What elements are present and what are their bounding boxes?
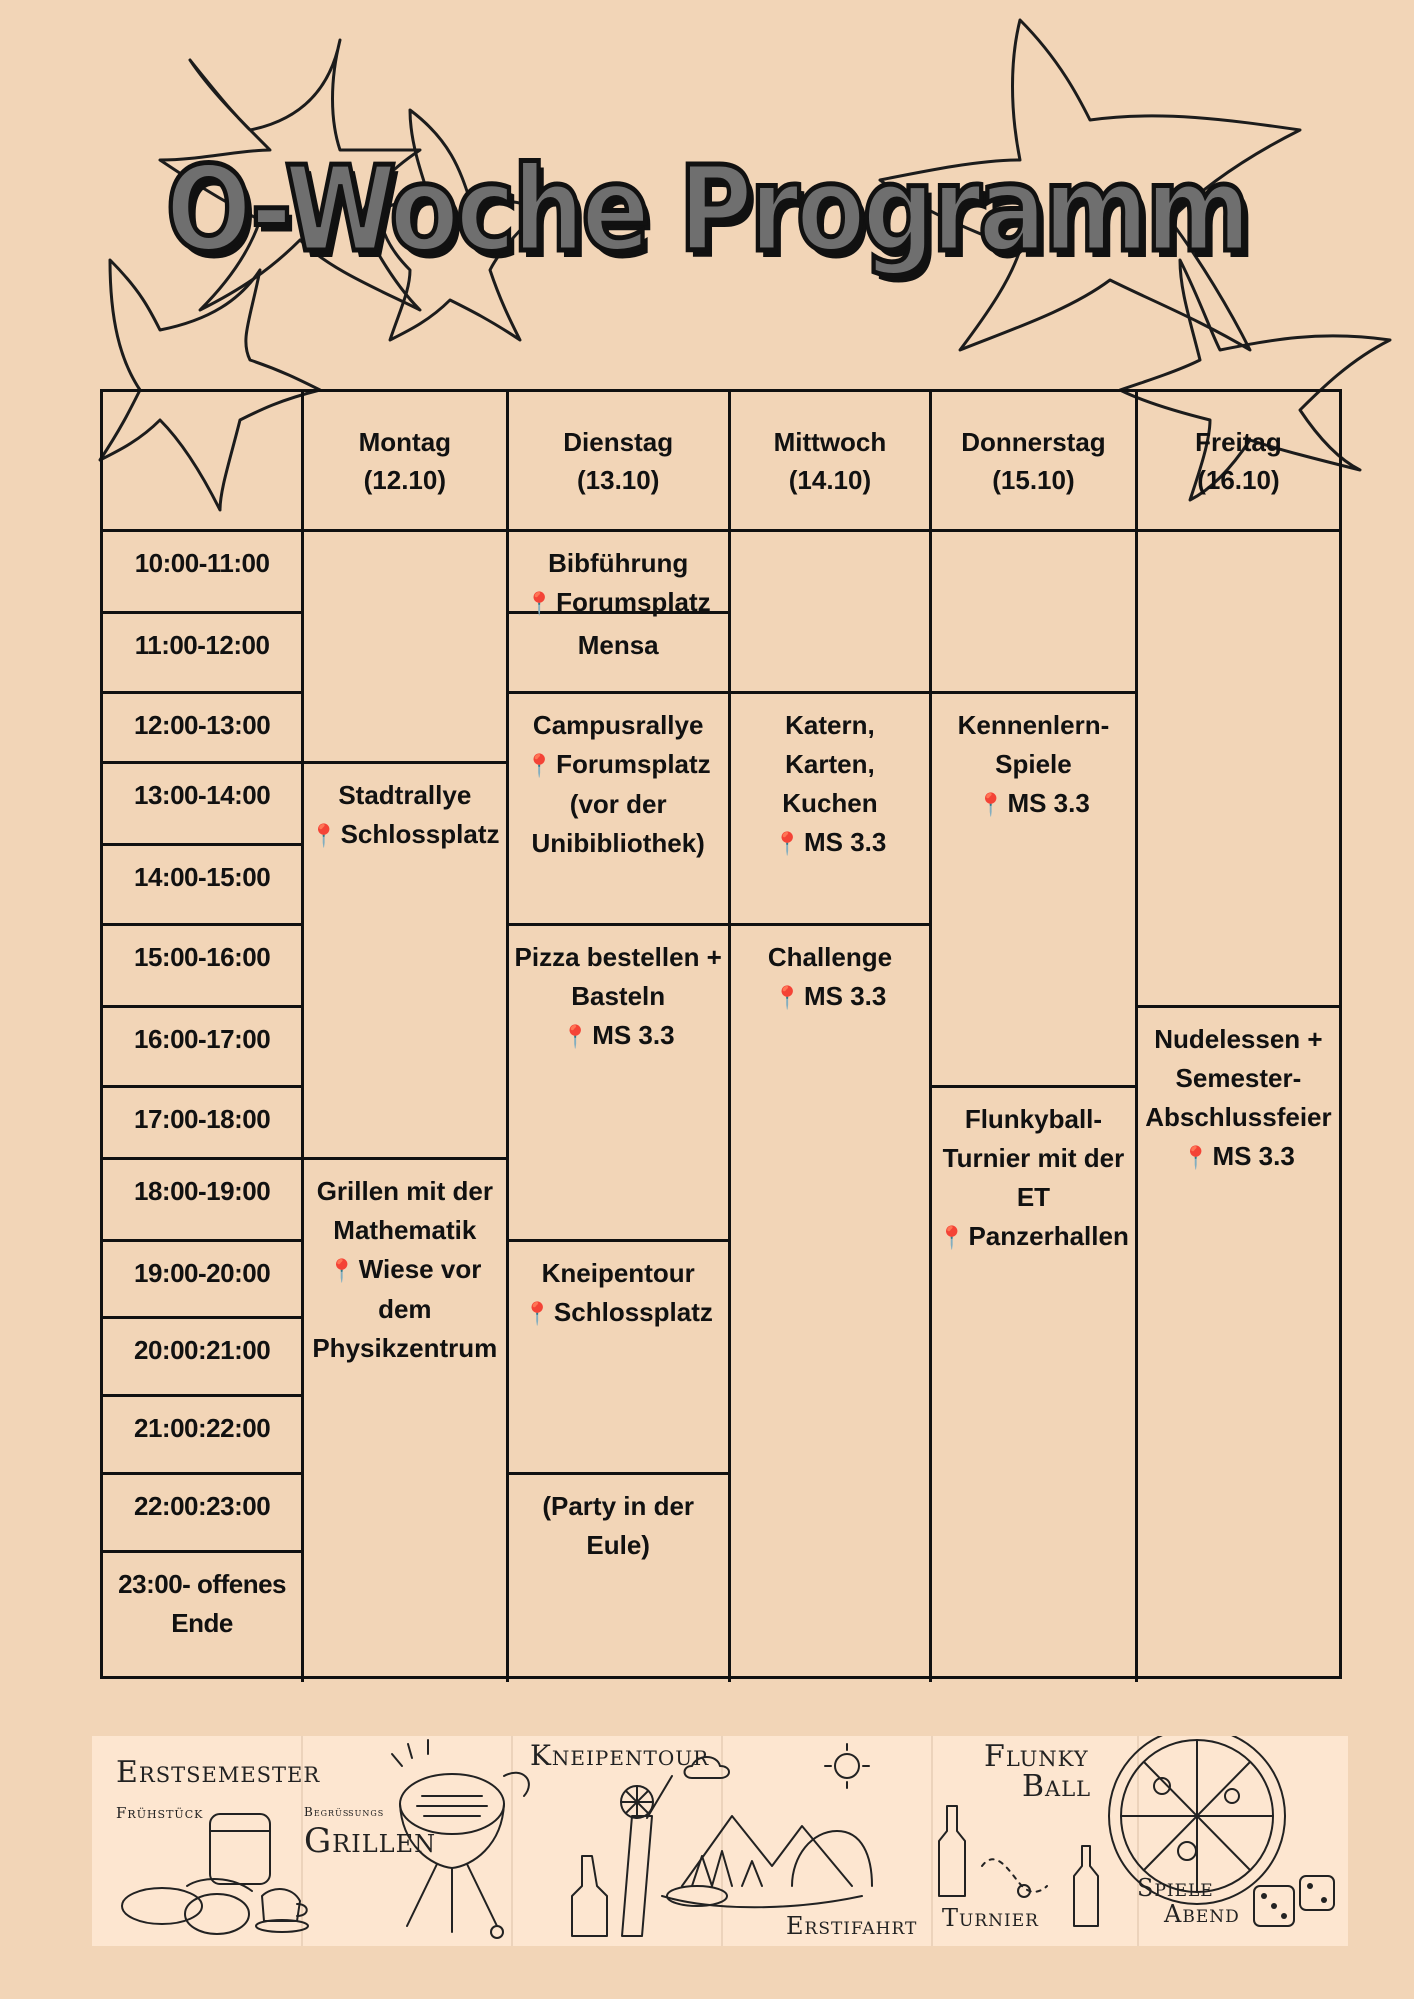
event-title-line: Basteln bbox=[571, 981, 666, 1011]
event-tue-kneipe bbox=[509, 1242, 731, 1475]
schedule-table bbox=[100, 389, 1342, 1679]
event-title-line: Nudelessen + bbox=[1154, 1024, 1323, 1054]
time-label: 10:00-11:00 bbox=[134, 548, 270, 578]
breakfast-icon bbox=[122, 1814, 308, 1934]
time-slot bbox=[103, 846, 304, 926]
location-pin-icon: 📍 bbox=[773, 985, 801, 1010]
event-location bbox=[562, 1016, 675, 1056]
location-text: Forumsplatz bbox=[556, 749, 711, 779]
time-label: 21:00:22:00 bbox=[134, 1413, 271, 1443]
time-label: 14:00-15:00 bbox=[134, 862, 271, 892]
day-header bbox=[1138, 392, 1339, 532]
day-date: (14.10) bbox=[788, 464, 872, 495]
strip-label-grillen: Grillen bbox=[304, 1821, 437, 1861]
strip-label-fruehstueck: Frühstück bbox=[116, 1804, 204, 1822]
event-title-line: Semester- bbox=[1175, 1063, 1302, 1093]
location-text: Panzerhallen bbox=[968, 1221, 1129, 1251]
time-label: 19:00-20:00 bbox=[134, 1258, 271, 1288]
event-tue-campus bbox=[509, 694, 731, 926]
location-pin-icon: 📍 bbox=[525, 753, 554, 778]
location-text: MS 3.3 bbox=[803, 827, 887, 857]
empty-slot bbox=[1138, 532, 1339, 1008]
day-name: Freitag bbox=[1195, 426, 1282, 457]
time-slot bbox=[103, 1319, 304, 1397]
event-location-line: Unibibliothek) bbox=[531, 828, 705, 858]
event-tue-bib bbox=[509, 532, 731, 617]
dice-icon bbox=[1254, 1876, 1334, 1926]
event-location bbox=[524, 1293, 713, 1333]
event-title-line: Eule) bbox=[586, 1530, 650, 1560]
time-label: 15:00-16:00 bbox=[134, 942, 271, 972]
event-title-line: Mathematik bbox=[333, 1215, 477, 1245]
event-title-line: Stadtrallye bbox=[338, 780, 472, 810]
event-title-line: Katern, bbox=[785, 710, 875, 740]
location-text: Forumsplatz bbox=[556, 587, 711, 617]
event-location bbox=[977, 784, 1090, 824]
day-name: Dienstag bbox=[563, 426, 674, 457]
location-pin-icon: 📍 bbox=[310, 823, 338, 848]
time-slot bbox=[103, 1008, 304, 1088]
event-title-line: Kennenlern- bbox=[957, 710, 1110, 740]
strip-label-flunky: Flunky bbox=[984, 1739, 1089, 1774]
location-text: Schlossplatz bbox=[553, 1297, 713, 1327]
location-text: MS 3.3 bbox=[592, 1020, 675, 1050]
day-date: (12.10) bbox=[363, 464, 447, 495]
time-label: 16:00-17:00 bbox=[134, 1024, 271, 1054]
event-thu-kennen bbox=[932, 694, 1138, 1088]
event-tue-mensa bbox=[509, 614, 731, 694]
time-slot bbox=[103, 1553, 304, 1682]
event-wed-challenge bbox=[731, 926, 932, 1682]
time-slot bbox=[103, 694, 304, 764]
location-text: MS 3.3 bbox=[1212, 1141, 1295, 1171]
event-title-line: Bibführung bbox=[548, 548, 689, 578]
time-label: 17:00-18:00 bbox=[134, 1104, 271, 1134]
time-slot bbox=[103, 1397, 304, 1475]
day-header bbox=[509, 392, 731, 532]
time-label: 13:00-14:00 bbox=[134, 780, 271, 810]
time-label: 11:00-12:00 bbox=[134, 630, 270, 660]
strip-label-spiele: Spiele bbox=[1137, 1874, 1214, 1902]
event-title-line: Spiele bbox=[995, 749, 1072, 779]
illustration-strip bbox=[92, 1736, 1348, 1946]
event-thu-flunky bbox=[932, 1088, 1138, 1682]
strip-label-ball: Ball bbox=[1022, 1769, 1092, 1804]
time-label: 23:00- offenes bbox=[118, 1569, 286, 1599]
event-title-line: Flunkyball- bbox=[964, 1104, 1103, 1134]
location-pin-icon: 📍 bbox=[977, 792, 1005, 817]
event-location-line: (vor der bbox=[569, 789, 667, 819]
time-slot bbox=[103, 764, 304, 846]
event-fri-nudel bbox=[1138, 1008, 1339, 1682]
empty-slot bbox=[731, 532, 932, 694]
location-text: Schlossplatz bbox=[340, 819, 500, 849]
strip-label-turnier: Turnier bbox=[942, 1904, 1039, 1932]
event-wed-katern bbox=[731, 694, 932, 926]
event-title-line: Turnier mit der bbox=[942, 1143, 1125, 1173]
event-location bbox=[328, 1250, 481, 1290]
event-title-line: Grillen mit der bbox=[316, 1176, 493, 1206]
event-title-line: Karten, bbox=[785, 749, 875, 779]
location-pin-icon: 📍 bbox=[328, 1258, 356, 1283]
time-slot bbox=[103, 532, 304, 614]
strip-label-kneipentour: Kneipentour bbox=[530, 1739, 710, 1772]
header-empty-corner bbox=[103, 392, 304, 532]
event-title-line: Kuchen bbox=[782, 788, 878, 818]
location-pin-icon: 📍 bbox=[523, 1301, 551, 1326]
event-title-line: ET bbox=[1016, 1182, 1051, 1212]
event-location bbox=[1182, 1137, 1295, 1177]
strip-label-erstifahrt: Erstifahrt bbox=[786, 1912, 918, 1940]
event-title-line: Kneipentour bbox=[541, 1258, 695, 1288]
strip-label-begruessungs: Begrüßungs bbox=[304, 1805, 385, 1819]
event-tue-party bbox=[509, 1475, 731, 1682]
event-location bbox=[526, 745, 711, 785]
event-title-line: Challenge bbox=[767, 942, 893, 972]
event-title-line: Pizza bestellen + bbox=[514, 942, 722, 972]
day-header bbox=[731, 392, 932, 532]
day-header bbox=[304, 392, 508, 532]
time-label: Ende bbox=[171, 1608, 233, 1638]
strip-label-erstsemester: Erstsemester bbox=[116, 1755, 321, 1790]
day-name: Donnerstag bbox=[961, 426, 1106, 457]
event-tue-pizza bbox=[509, 926, 731, 1242]
strip-label-abend: Abend bbox=[1164, 1900, 1240, 1928]
event-title-line: Campusrallye bbox=[532, 710, 704, 740]
event-title-line: (Party in der bbox=[542, 1491, 695, 1521]
empty-slot bbox=[304, 532, 508, 764]
event-location-line: dem bbox=[378, 1294, 432, 1324]
day-date: (13.10) bbox=[576, 464, 660, 495]
location-text: MS 3.3 bbox=[803, 981, 887, 1011]
location-pin-icon: 📍 bbox=[938, 1225, 966, 1250]
day-name: Montag bbox=[358, 426, 452, 457]
location-pin-icon: 📍 bbox=[1182, 1145, 1210, 1170]
event-title-line: Mensa bbox=[577, 630, 659, 660]
day-header bbox=[932, 392, 1138, 532]
location-text: MS 3.3 bbox=[1007, 788, 1090, 818]
event-location-line: Physikzentrum bbox=[312, 1333, 498, 1363]
location-text: Wiese vor bbox=[358, 1254, 482, 1284]
time-slot bbox=[103, 926, 304, 1008]
time-label: 12:00-13:00 bbox=[134, 710, 271, 740]
time-slot bbox=[103, 614, 304, 694]
time-label: 18:00-19:00 bbox=[134, 1176, 271, 1206]
event-location bbox=[938, 1217, 1129, 1257]
time-label: 20:00:21:00 bbox=[134, 1335, 271, 1365]
event-mon-stadtrallye bbox=[304, 764, 508, 1160]
time-label: 22:00:23:00 bbox=[134, 1491, 271, 1521]
time-slot bbox=[103, 1475, 304, 1553]
location-pin-icon: 📍 bbox=[561, 1024, 590, 1049]
event-location bbox=[310, 815, 499, 855]
event-location bbox=[774, 823, 887, 863]
day-name: Mittwoch bbox=[773, 426, 887, 457]
page-title: O-Woche Programm bbox=[165, 140, 1248, 278]
time-slot bbox=[103, 1160, 304, 1242]
location-pin-icon: 📍 bbox=[525, 591, 554, 616]
event-location bbox=[774, 977, 887, 1017]
day-date: (15.10) bbox=[992, 464, 1075, 495]
time-slot bbox=[103, 1242, 304, 1319]
day-date: (16.10) bbox=[1197, 464, 1280, 495]
empty-slot bbox=[932, 532, 1138, 694]
event-title-line: Abschlussfeier bbox=[1145, 1102, 1332, 1132]
event-mon-grillen bbox=[304, 1160, 508, 1682]
location-pin-icon: 📍 bbox=[773, 831, 801, 856]
time-slot bbox=[103, 1088, 304, 1160]
